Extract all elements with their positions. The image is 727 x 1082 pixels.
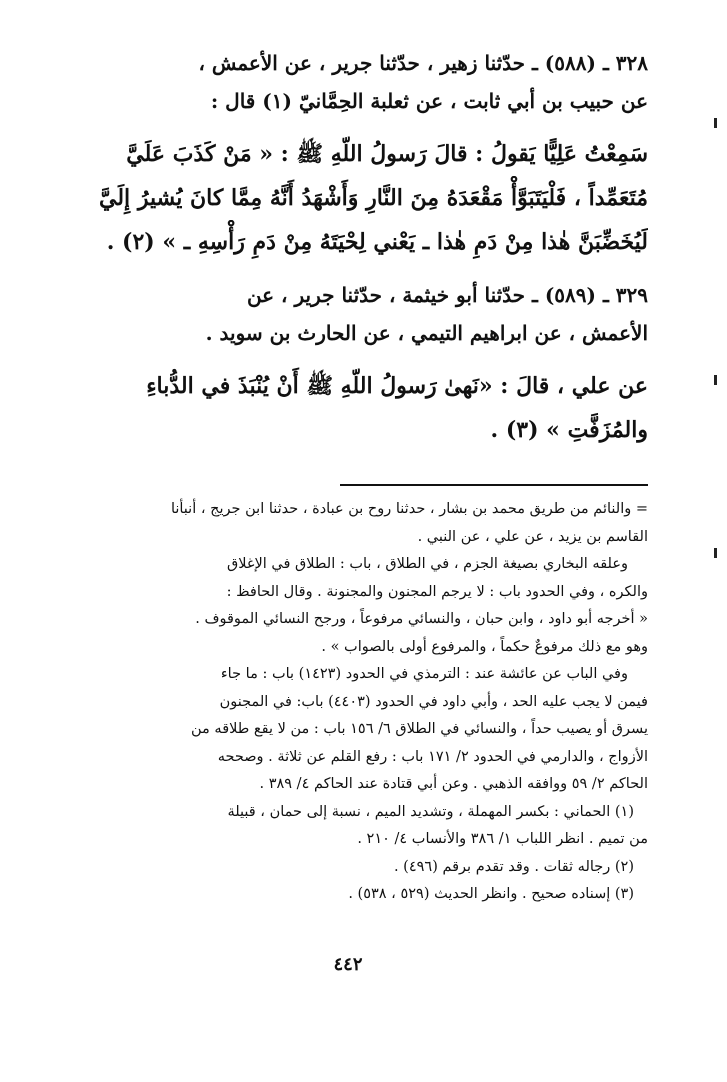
footnote-line: = والنائم من طريق محمد بن بشار ، حدثنا روح بن عبادة ، حدثنا ابن جريج ، أنبأنا xyxy=(170,501,648,517)
footnote-line: الحاكم ٢/ ٥٩ ووافقه الذهبي . وعن أبي قتادة عند الحاكم ٤/ ٣٨٩ . xyxy=(259,776,648,792)
margin-mark xyxy=(714,548,717,558)
footnote-1: من تميم . انظر اللباب ١/ ٣٨٦ والأنساب ٤/ ٢١٠ . xyxy=(357,831,648,847)
isnad-line: الأعمش ، عن ابراهيم التيمي ، عن الحارث بن سويد . xyxy=(205,321,648,345)
matn-line: مُتَعَمِّداً ، فَلْيَتَبَوَّأْ مَقْعَدَهُ مِنَ النَّارِ وَأَشْهَدُ أَنَّهُ مِمَّا كانَ يُشيرُ إِلَيَّ xyxy=(99,185,648,211)
footnote-line: وفي الباب عن عائشة عند : الترمذي في الحدود (١٤٢٣) باب : ما جاء xyxy=(220,666,628,682)
isnad-line: ٣٢٨ ـ (٥٨٨) ـ حدّثنا زهير ، حدّثنا جرير ، عن الأعمش ، xyxy=(198,51,648,75)
matn-line: والمُزَفَّتِ » (٣) . xyxy=(490,417,648,443)
hadith-329 xyxy=(48,276,648,452)
hadith-328 xyxy=(48,44,648,264)
footnote-line: « أخرجه أبو داود ، وابن حبان ، والنسائي مرفوعاً ، ورجح النسائي الموقوف . xyxy=(195,611,648,627)
footnote-divider xyxy=(340,484,648,486)
footnote-line: يسرق أو يصيب حداً ، والنسائي في الطلاق ٦/ ١٥٦ باب : من لا يقع طلاقه من xyxy=(191,721,648,737)
margin-mark xyxy=(714,375,717,385)
main-text xyxy=(48,44,648,452)
footnotes xyxy=(48,496,648,909)
footnote-line: القاسم بن يزيد ، عن علي ، عن النبي . xyxy=(417,528,648,545)
footnote-line: الأزواج ، والدارمي في الحدود ٢/ ١٧١ باب : رفع القلم عن ثلاثة . وصححه xyxy=(217,748,648,765)
footnote-line: وهو مع ذلك مرفوعٌ حكماً ، والمرفوع أولى بالصواب » . xyxy=(321,638,648,655)
matn-line: سَمِعْتُ عَلِيًّا يَقولُ : قالَ رَسولُ اللّهِ ﷺ : « مَنْ كَذَبَ عَلَيَّ xyxy=(126,141,648,167)
footnote-line: والكره ، وفي الحدود باب : لا يرجم المجنون والمجنونة . وقال الحافظ : xyxy=(226,583,648,600)
margin-mark xyxy=(714,118,717,128)
book-page xyxy=(48,44,648,1044)
footnote-1: (١) الحماني : بكسر المهملة ، وتشديد الميم ، نسبة إلى حمان ، قبيلة xyxy=(227,803,634,820)
footnote-2: (٢) رجاله ثقات . وقد تقدم برقم (٤٩٦) . xyxy=(393,858,634,875)
isnad-line: ٣٢٩ ـ (٥٨٩) ـ حدّثنا أبو خيثمة ، حدّثنا جرير ، عن xyxy=(246,283,648,307)
isnad-line: عن حبيب بن أبي ثابت ، عن ثعلبة الحِمَّانيّ (١) قال : xyxy=(210,89,648,113)
matn-line: لَيُخَضِّبَنَّ هٰذا مِنْ دَمِ هٰذا ـ يَعْني لِحْيَتَهُ مِنْ دَمِ رَأْسِهِ ـ » (٢) . xyxy=(106,229,648,255)
matn-line: عن علي ، قالَ : «نَهىٰ رَسولُ اللّهِ ﷺ أَنْ يُنْبَذَ في الدُّباءِ xyxy=(146,373,648,399)
page-number: ٤٤٢ xyxy=(333,954,363,975)
footnote-line: وعلقه البخاري بصيغة الجزم ، في الطلاق ، باب : الطلاق في الإغلاق xyxy=(226,556,628,572)
footnote-line: فيمن لا يجب عليه الحد ، وأبي داود في الحدود (٤٤٠٣) باب: في المجنون xyxy=(219,693,648,710)
footnote-3: (٣) إسناده صحيح . وانظر الحديث (٥٢٩ ، ٥٣٨) . xyxy=(348,886,634,902)
